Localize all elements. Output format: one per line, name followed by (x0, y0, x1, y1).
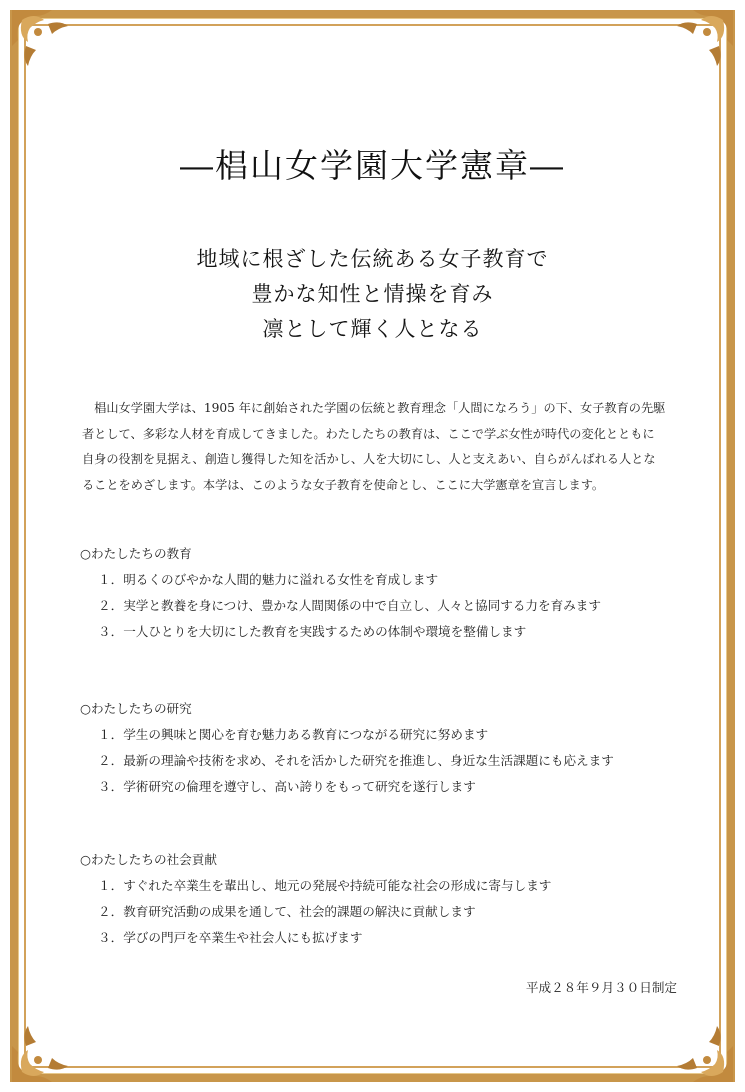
section-item: １．学生の興味と関心を育む魅力ある教育につながる研究に努めます (98, 727, 489, 742)
section-heading: ○わたしたちの教育 (80, 546, 192, 561)
intro-line: 自身の役割を見据え、創造し獲得した知を活かし、人を大切にし、人と支えあい、自らがんばれる人とな (82, 452, 656, 466)
intro-paragraph (82, 396, 694, 498)
ornament-corner-icon (8, 1014, 80, 1086)
section-item: ２．教育研究活動の成果を通して、社会的課題の解決に貢献します (98, 904, 476, 919)
section-item: ２．実学と教養を身につけ、豊かな人間関係の中で自立し、人々と協同する力を育みます (98, 598, 601, 613)
motto-line: 地域に根ざした伝統ある女子教育で (196, 247, 549, 271)
section-social-contribution (80, 847, 700, 951)
intro-line: 者として、多彩な人材を育成してきました。わたしたちの教育は、ここで学ぶ女性が時代の変化とともに (82, 426, 655, 441)
section-item: １．明るくのびやかな人間的魅力に溢れる女性を育成します (98, 572, 439, 587)
section-item: ２．最新の理論や技術を求め、それを活かした研究を推進し、身近な生活課題にも応えます (98, 753, 614, 768)
ornament-corner-icon (665, 6, 737, 78)
section-item: １．すぐれた卒業生を輩出し、地元の発展や持続可能な社会の形成に寄与します (98, 878, 552, 893)
intro-line: 椙山女学園大学は、1905 年に創始された学園の伝統と教育理念「人間になろう」の下、女子教育の先駆 (82, 401, 666, 415)
enactment-date: 平成２８年９月３０日制定 (525, 980, 677, 995)
section-heading: ○わたしたちの研究 (80, 701, 192, 716)
section-item: ３．一人ひとりを大切にした教育を実践するための体制や環境を整備します (98, 624, 527, 639)
section-research (80, 696, 700, 800)
ornament-corner-icon (665, 1014, 737, 1086)
section-heading: ○わたしたちの社会貢献 (80, 852, 217, 867)
motto-line: 豊かな知性と情操を育み (251, 282, 494, 306)
intro-line: ることをめざします。本学は、このような女子教育を使命とし、ここに大学憲章を宣言します。 (82, 477, 605, 492)
section-item: ３．学びの門戸を卒業生や社会人にも拡げます (98, 930, 363, 945)
charter-title: ―椙山女学園大学憲章― (180, 146, 565, 185)
section-item: ３．学術研究の倫理を遵守し、高い誇りをもって研究を遂行します (98, 779, 476, 794)
motto-line: 凛として輝く人となる (262, 317, 483, 341)
section-education (80, 541, 700, 645)
charter-motto (0, 242, 745, 347)
ornament-corner-icon (8, 6, 80, 78)
